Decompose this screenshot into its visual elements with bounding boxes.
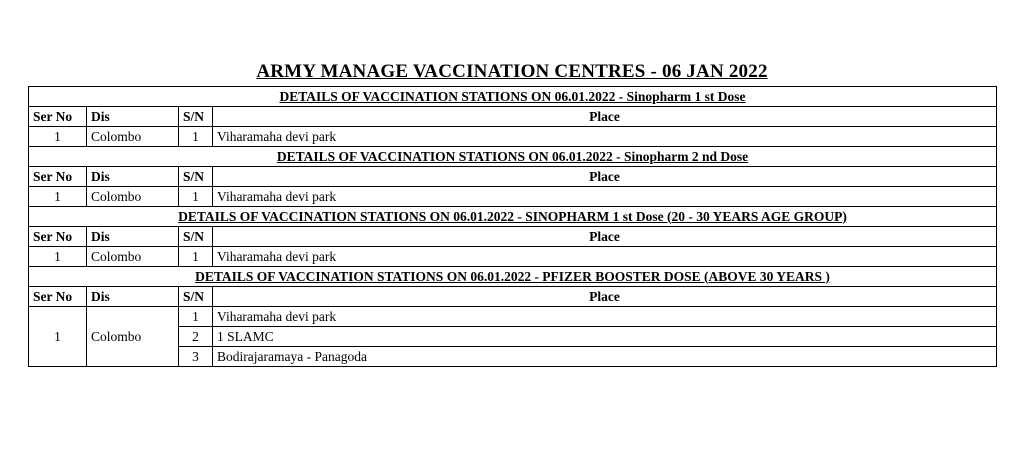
sn-cell: 1: [179, 127, 213, 147]
sn-header: S/N: [179, 107, 213, 127]
place-cell: 1 SLAMC: [213, 327, 997, 347]
place-header: Place: [213, 287, 997, 307]
section-heading: DETAILS OF VACCINATION STATIONS ON 06.01.2022 - PFIZER BOOSTER DOSE (ABOVE 30 YEARS ): [29, 267, 997, 287]
dis-header: Dis: [87, 227, 179, 247]
place-header: Place: [213, 227, 997, 247]
page-title: ARMY MANAGE VACCINATION CENTRES - 06 JAN 2022: [256, 61, 768, 82]
dis-header: Dis: [87, 167, 179, 187]
section-heading: DETAILS OF VACCINATION STATIONS ON 06.01.2022 - SINOPHARM 1 st Dose (20 - 30 YEARS AGE GROUP): [29, 207, 997, 227]
place-cell: Viharamaha devi park: [213, 187, 997, 207]
dis-cell: Colombo: [87, 307, 179, 367]
ser-no-cell: 1: [29, 307, 87, 367]
ser-no-cell: 1: [29, 247, 87, 267]
sn-cell: 1: [179, 307, 213, 327]
sn-cell: 1: [179, 187, 213, 207]
sn-header: S/N: [179, 287, 213, 307]
sn-cell: 3: [179, 347, 213, 367]
dis-cell: Colombo: [87, 187, 179, 207]
ser-no-header: Ser No: [29, 287, 87, 307]
column-header-row: [29, 167, 997, 187]
place-cell: Viharamaha devi park: [213, 307, 997, 327]
ser-no-header: Ser No: [29, 167, 87, 187]
dis-cell: Colombo: [87, 127, 179, 147]
dis-cell: Colombo: [87, 247, 179, 267]
ser-no-header: Ser No: [29, 107, 87, 127]
place-cell: Bodirajaramaya - Panagoda: [213, 347, 997, 367]
ser-no-cell: 1: [29, 187, 87, 207]
table-row: [29, 127, 997, 147]
sn-cell: 2: [179, 327, 213, 347]
section-heading-row: [29, 147, 997, 167]
sn-header: S/N: [179, 227, 213, 247]
dis-header: Dis: [87, 107, 179, 127]
section-heading-row: [29, 87, 997, 107]
column-header-row: [29, 287, 997, 307]
place-header: Place: [213, 107, 997, 127]
ser-no-cell: 1: [29, 127, 87, 147]
ser-no-header: Ser No: [29, 227, 87, 247]
sn-header: S/N: [179, 167, 213, 187]
place-header: Place: [213, 167, 997, 187]
sn-cell: 1: [179, 247, 213, 267]
place-cell: Viharamaha devi park: [213, 127, 997, 147]
section-heading-row: [29, 207, 997, 227]
table-row: [29, 187, 997, 207]
dis-header: Dis: [87, 287, 179, 307]
column-header-row: [29, 107, 997, 127]
table-row: [29, 247, 997, 267]
place-cell: Viharamaha devi park: [213, 247, 997, 267]
section-heading: DETAILS OF VACCINATION STATIONS ON 06.01.2022 - Sinopharm 2 nd Dose: [29, 147, 997, 167]
section-heading-row: [29, 267, 997, 287]
table-row: [29, 307, 997, 327]
section-heading: DETAILS OF VACCINATION STATIONS ON 06.01.2022 - Sinopharm 1 st Dose: [29, 87, 997, 107]
vaccination-table: [28, 86, 997, 367]
column-header-row: [29, 227, 997, 247]
